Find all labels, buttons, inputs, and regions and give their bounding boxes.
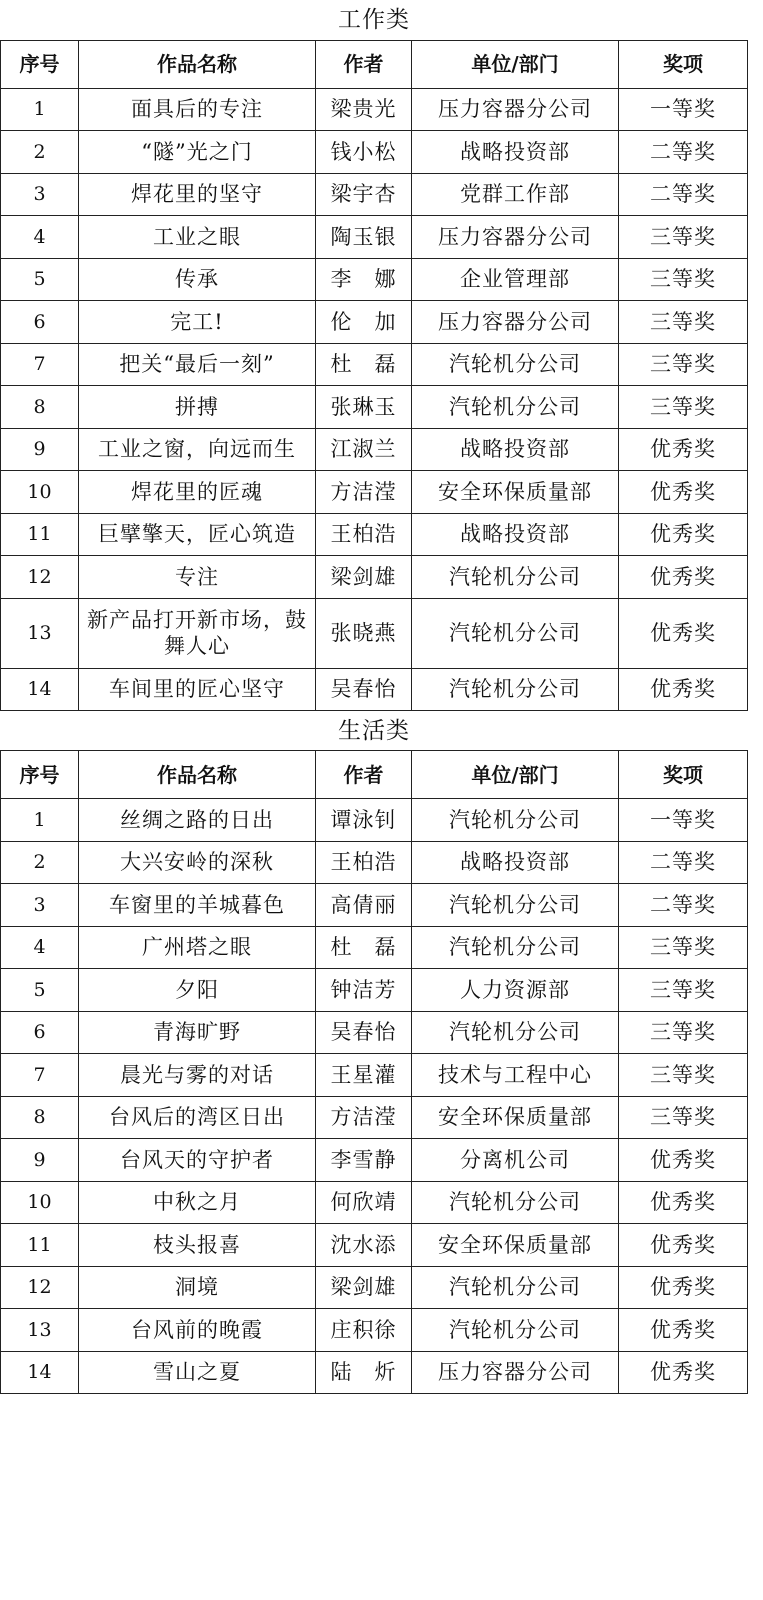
table-row [1, 1096, 748, 1139]
award-cell: 三等奖 [619, 1096, 748, 1139]
work-name-cell: 焊花里的坚守 [79, 173, 316, 216]
award-cell: 优秀奖 [619, 471, 748, 514]
award-cell: 一等奖 [619, 88, 748, 131]
table-row [1, 799, 748, 842]
table-row [1, 1309, 748, 1352]
table-row [1, 386, 748, 429]
section-title-row [1, 0, 748, 40]
section-title: 生活类 [1, 711, 748, 751]
serial-cell: 10 [1, 1181, 79, 1224]
serial-cell: 2 [1, 131, 79, 174]
serial-cell: 4 [1, 926, 79, 969]
author-cell: 梁剑雄 [316, 1266, 412, 1309]
serial-cell: 5 [1, 258, 79, 301]
department-cell: 汽轮机分公司 [412, 926, 619, 969]
department-cell: 安全环保质量部 [412, 471, 619, 514]
department-cell: 党群工作部 [412, 173, 619, 216]
table-row [1, 513, 748, 556]
table-row [1, 258, 748, 301]
work-name-cell: 焊花里的匠魂 [79, 471, 316, 514]
work-name-cell: 台风前的晚霞 [79, 1309, 316, 1352]
award-cell: 三等奖 [619, 1011, 748, 1054]
work-name-cell: 专注 [79, 556, 316, 599]
serial-cell: 2 [1, 841, 79, 884]
serial-cell: 12 [1, 1266, 79, 1309]
header-author: 作者 [316, 40, 412, 88]
award-cell: 三等奖 [619, 301, 748, 344]
serial-cell: 9 [1, 428, 79, 471]
author-cell: 杜 磊 [316, 343, 412, 386]
table-row [1, 88, 748, 131]
author-cell: 王星灌 [316, 1054, 412, 1097]
table-row [1, 668, 748, 711]
award-cell: 优秀奖 [619, 668, 748, 711]
award-cell: 优秀奖 [619, 556, 748, 599]
work-name-cell: 工业之窗，向远而生 [79, 428, 316, 471]
work-name-cell: 传承 [79, 258, 316, 301]
award-cell: 二等奖 [619, 841, 748, 884]
work-name-cell: 把关“最后一刻” [79, 343, 316, 386]
department-cell: 战略投资部 [412, 428, 619, 471]
work-name-cell: 车间里的匠心坚守 [79, 668, 316, 711]
serial-cell: 4 [1, 216, 79, 259]
serial-cell: 5 [1, 969, 79, 1012]
table-row [1, 841, 748, 884]
work-name-cell: 巨擘擎天，匠心筑造 [79, 513, 316, 556]
work-name-cell: 中秋之月 [79, 1181, 316, 1224]
work-name-cell: 丝绸之路的日出 [79, 799, 316, 842]
department-cell: 汽轮机分公司 [412, 668, 619, 711]
author-cell: 梁贵光 [316, 88, 412, 131]
author-cell: 高倩丽 [316, 884, 412, 927]
section-title: 工作类 [1, 0, 748, 40]
table-row [1, 1139, 748, 1182]
author-cell: 方洁滢 [316, 471, 412, 514]
serial-cell: 6 [1, 301, 79, 344]
department-cell: 战略投资部 [412, 841, 619, 884]
table-row [1, 216, 748, 259]
award-cell: 优秀奖 [619, 1351, 748, 1394]
work-name-cell: 台风天的守护者 [79, 1139, 316, 1182]
table-row [1, 343, 748, 386]
header-author: 作者 [316, 751, 412, 799]
department-cell: 压力容器分公司 [412, 216, 619, 259]
header-row [1, 751, 748, 799]
work-name-cell: 面具后的专注 [79, 88, 316, 131]
department-cell: 汽轮机分公司 [412, 1309, 619, 1352]
department-cell: 压力容器分公司 [412, 1351, 619, 1394]
serial-cell: 14 [1, 1351, 79, 1394]
award-cell: 三等奖 [619, 258, 748, 301]
work-name-cell: 拼搏 [79, 386, 316, 429]
award-cell: 优秀奖 [619, 1309, 748, 1352]
work-name-cell: 工业之眼 [79, 216, 316, 259]
award-cell: 三等奖 [619, 969, 748, 1012]
table-row [1, 884, 748, 927]
award-cell: 三等奖 [619, 386, 748, 429]
work-name-cell: 雪山之夏 [79, 1351, 316, 1394]
award-cell: 二等奖 [619, 884, 748, 927]
work-name-cell: 洞境 [79, 1266, 316, 1309]
author-cell: 方洁滢 [316, 1096, 412, 1139]
author-cell: 陆 炘 [316, 1351, 412, 1394]
header-work-name: 作品名称 [79, 40, 316, 88]
author-cell: 吴春怡 [316, 1011, 412, 1054]
table-row [1, 1224, 748, 1267]
department-cell: 企业管理部 [412, 258, 619, 301]
header-serial: 序号 [1, 751, 79, 799]
work-name-cell: 完工! [79, 301, 316, 344]
author-cell: 李 娜 [316, 258, 412, 301]
award-cell: 二等奖 [619, 173, 748, 216]
table-row [1, 598, 748, 668]
author-cell: 张晓燕 [316, 598, 412, 668]
table-row [1, 131, 748, 174]
author-cell: 梁剑雄 [316, 556, 412, 599]
table-row [1, 173, 748, 216]
serial-cell: 13 [1, 598, 79, 668]
header-department: 单位/部门 [412, 751, 619, 799]
work-name-cell: 广州塔之眼 [79, 926, 316, 969]
author-cell: 伦 加 [316, 301, 412, 344]
department-cell: 汽轮机分公司 [412, 1266, 619, 1309]
table-row [1, 926, 748, 969]
author-cell: 吴春怡 [316, 668, 412, 711]
department-cell: 技术与工程中心 [412, 1054, 619, 1097]
department-cell: 战略投资部 [412, 513, 619, 556]
header-work-name: 作品名称 [79, 751, 316, 799]
department-cell: 汽轮机分公司 [412, 343, 619, 386]
author-cell: 王柏浩 [316, 513, 412, 556]
department-cell: 汽轮机分公司 [412, 799, 619, 842]
serial-cell: 8 [1, 1096, 79, 1139]
table-row [1, 1181, 748, 1224]
author-cell: 王柏浩 [316, 841, 412, 884]
author-cell: 何欣靖 [316, 1181, 412, 1224]
serial-cell: 8 [1, 386, 79, 429]
serial-cell: 14 [1, 668, 79, 711]
work-name-cell: 青海旷野 [79, 1011, 316, 1054]
table-row [1, 1054, 748, 1097]
table-row [1, 301, 748, 344]
header-award: 奖项 [619, 40, 748, 88]
department-cell: 汽轮机分公司 [412, 386, 619, 429]
serial-cell: 11 [1, 1224, 79, 1267]
serial-cell: 11 [1, 513, 79, 556]
work-name-cell: 晨光与雾的对话 [79, 1054, 316, 1097]
serial-cell: 1 [1, 88, 79, 131]
author-cell: 庄积徐 [316, 1309, 412, 1352]
author-cell: 梁宇杏 [316, 173, 412, 216]
award-cell: 优秀奖 [619, 1224, 748, 1267]
work-name-cell: 台风后的湾区日出 [79, 1096, 316, 1139]
header-row [1, 40, 748, 88]
serial-cell: 9 [1, 1139, 79, 1182]
author-cell: 谭泳钊 [316, 799, 412, 842]
table-row [1, 969, 748, 1012]
table-row [1, 1011, 748, 1054]
department-cell: 汽轮机分公司 [412, 1011, 619, 1054]
award-cell: 优秀奖 [619, 1266, 748, 1309]
author-cell: 沈水添 [316, 1224, 412, 1267]
work-name-cell: 夕阳 [79, 969, 316, 1012]
author-cell: 江淑兰 [316, 428, 412, 471]
author-cell: 李雪静 [316, 1139, 412, 1182]
department-cell: 汽轮机分公司 [412, 884, 619, 927]
award-cell: 优秀奖 [619, 513, 748, 556]
serial-cell: 6 [1, 1011, 79, 1054]
author-cell: 张琳玉 [316, 386, 412, 429]
table-row [1, 556, 748, 599]
award-cell: 三等奖 [619, 1054, 748, 1097]
header-department: 单位/部门 [412, 40, 619, 88]
author-cell: 钟洁芳 [316, 969, 412, 1012]
work-name-cell: 枝头报喜 [79, 1224, 316, 1267]
section-title-row [1, 711, 748, 751]
header-award: 奖项 [619, 751, 748, 799]
department-cell: 安全环保质量部 [412, 1224, 619, 1267]
author-cell: 钱小松 [316, 131, 412, 174]
award-cell: 优秀奖 [619, 1181, 748, 1224]
author-cell: 杜 磊 [316, 926, 412, 969]
table-row [1, 1266, 748, 1309]
work-name-cell: 车窗里的羊城暮色 [79, 884, 316, 927]
award-cell: 优秀奖 [619, 1139, 748, 1182]
header-serial: 序号 [1, 40, 79, 88]
serial-cell: 10 [1, 471, 79, 514]
award-cell: 优秀奖 [619, 598, 748, 668]
table-row [1, 471, 748, 514]
department-cell: 压力容器分公司 [412, 301, 619, 344]
department-cell: 汽轮机分公司 [412, 598, 619, 668]
award-cell: 优秀奖 [619, 428, 748, 471]
department-cell: 压力容器分公司 [412, 88, 619, 131]
serial-cell: 1 [1, 799, 79, 842]
serial-cell: 13 [1, 1309, 79, 1352]
serial-cell: 12 [1, 556, 79, 599]
work-name-cell: 大兴安岭的深秋 [79, 841, 316, 884]
serial-cell: 3 [1, 884, 79, 927]
department-cell: 人力资源部 [412, 969, 619, 1012]
department-cell: 分离机公司 [412, 1139, 619, 1182]
award-cell: 二等奖 [619, 131, 748, 174]
award-cell: 三等奖 [619, 343, 748, 386]
department-cell: 汽轮机分公司 [412, 1181, 619, 1224]
department-cell: 汽轮机分公司 [412, 556, 619, 599]
serial-cell: 7 [1, 343, 79, 386]
award-cell: 三等奖 [619, 216, 748, 259]
table-row [1, 1351, 748, 1394]
author-cell: 陶玉银 [316, 216, 412, 259]
work-name-cell: “隧”光之门 [79, 131, 316, 174]
department-cell: 安全环保质量部 [412, 1096, 619, 1139]
table-row [1, 428, 748, 471]
work-name-cell: 新产品打开新市场，鼓舞人心 [79, 598, 316, 668]
department-cell: 战略投资部 [412, 131, 619, 174]
serial-cell: 7 [1, 1054, 79, 1097]
serial-cell: 3 [1, 173, 79, 216]
award-cell: 三等奖 [619, 926, 748, 969]
award-cell: 一等奖 [619, 799, 748, 842]
